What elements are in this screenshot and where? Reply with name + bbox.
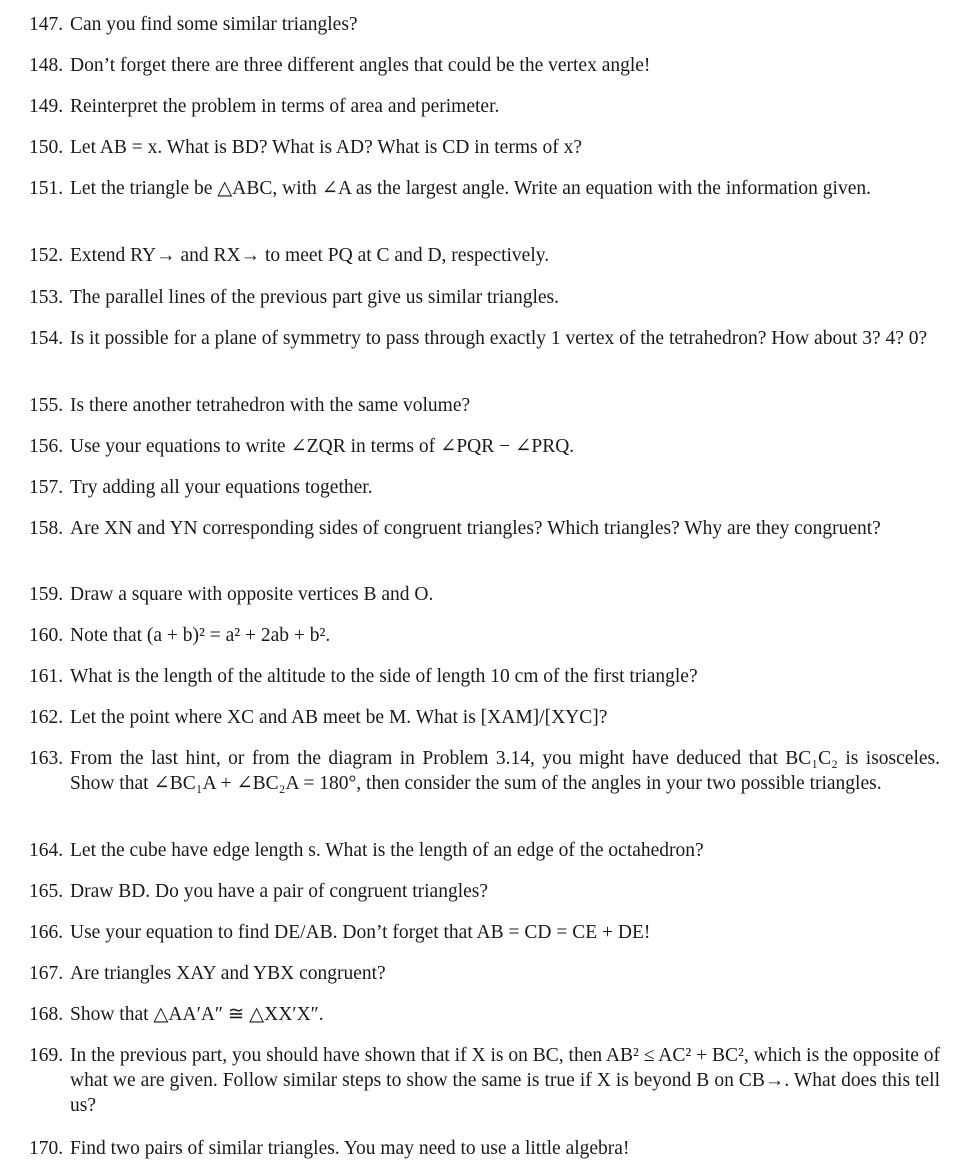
hint-153 (0, 285, 960, 310)
hint-text: Let the point where XC and AB meet be M. What is [XAM]/[XYC]? (70, 707, 608, 728)
hint-text: Show that △AA′A″ ≅ △XX′X″. (70, 1004, 324, 1025)
hint-number: 151. (29, 178, 64, 199)
hint-number: 162. (29, 707, 64, 728)
hint-number: 159. (29, 584, 64, 605)
hint-157 (0, 475, 960, 500)
hint-150 (0, 135, 960, 160)
hint-number: 154. (29, 328, 64, 349)
hint-170 (0, 1136, 960, 1161)
hint-number: 169. (29, 1045, 64, 1066)
hint-169 (0, 1043, 960, 1118)
hint-number: 155. (29, 395, 64, 416)
hint-number: 147. (29, 14, 64, 35)
hint-text: Are XN and YN corresponding sides of congruent triangles? Which triangles? Why are they congruent? (70, 518, 881, 539)
hint-number: 163. (29, 748, 64, 769)
hint-text: Let AB = x. What is BD? What is AD? What is CD in terms of x? (70, 137, 582, 158)
hint-160 (0, 623, 960, 648)
hint-text: Draw BD. Do you have a pair of congruent triangles? (70, 881, 489, 902)
hint-number: 165. (29, 881, 64, 902)
hint-text: From the last hint, or from the diagram in Problem 3.14, you might have deduced that BC₁C₂ is isosceles. Show that ∠BC₁A + ∠BC₂A = 180°, then consider the sum of the angles in your two possible triangles. (70, 748, 940, 794)
hint-text: Don’t forget there are three different angles that could be the vertex angle! (70, 55, 651, 76)
hint-text: What is the length of the altitude to the side of length 10 cm of the first triangle? (70, 666, 698, 687)
hint-number: 170. (29, 1138, 64, 1159)
hint-number: 160. (29, 625, 64, 646)
hint-148 (0, 53, 960, 78)
hint-156 (0, 434, 960, 459)
hint-text: Let the triangle be △ABC, with ∠A as the largest angle. Write an equation with the information given. (70, 178, 871, 199)
hint-155 (0, 393, 960, 418)
hint-text: Let the cube have edge length s. What is the length of an edge of the octahedron? (70, 840, 704, 861)
hint-number: 164. (29, 840, 64, 861)
hint-number: 152. (29, 245, 64, 266)
hint-147 (0, 12, 960, 37)
hint-text: Find two pairs of similar triangles. You may need to use a little algebra! (70, 1138, 630, 1159)
hint-text: Try adding all your equations together. (70, 477, 373, 498)
hint-149 (0, 94, 960, 119)
hint-165 (0, 879, 960, 904)
hint-text: In the previous part, you should have shown that if X is on BC, then AB² ≤ AC² + BC², which is the opposite of what we are given. Follow similar steps to show the same is true if X is beyond B on CB→. What does this tell us? (70, 1045, 940, 1116)
hint-166 (0, 920, 960, 945)
hint-text: Use your equation to find DE/AB. Don’t forget that AB = CD = CE + DE! (70, 922, 651, 943)
hint-159 (0, 582, 960, 607)
hint-number: 156. (29, 436, 64, 457)
hint-text: Reinterpret the problem in terms of area and perimeter. (70, 96, 500, 117)
hint-number: 166. (29, 922, 64, 943)
hint-number: 150. (29, 137, 64, 158)
hint-152 (0, 243, 960, 268)
hint-163 (0, 746, 960, 796)
hint-162 (0, 705, 960, 730)
hint-161 (0, 664, 960, 689)
hint-text: Is there another tetrahedron with the same volume? (70, 395, 471, 416)
hint-text: Are triangles XAY and YBX congruent? (70, 963, 386, 984)
hint-text: Draw a square with opposite vertices B and O. (70, 584, 434, 605)
hint-168 (0, 1002, 960, 1027)
hint-number: 161. (29, 666, 64, 687)
hint-154 (0, 326, 960, 351)
hint-number: 157. (29, 477, 64, 498)
hint-text: Note that (a + b)² = a² + 2ab + b². (70, 625, 331, 646)
hint-text: The parallel lines of the previous part give us similar triangles. (70, 287, 559, 308)
hint-number: 153. (29, 287, 64, 308)
hint-text: Is it possible for a plane of symmetry to pass through exactly 1 vertex of the tetrahedron? How about 3? 4? 0? (70, 328, 928, 349)
hint-number: 149. (29, 96, 64, 117)
hint-text: Can you find some similar triangles? (70, 14, 358, 35)
hint-number: 158. (29, 518, 64, 539)
hint-number: 168. (29, 1004, 64, 1025)
hint-151 (0, 176, 960, 201)
hint-number: 167. (29, 963, 64, 984)
hint-text: Use your equations to write ∠ZQR in terms of ∠PQR − ∠PRQ. (70, 436, 575, 457)
hint-text: Extend RY→ and RX→ to meet PQ at C and D, respectively. (70, 245, 550, 266)
hint-158 (0, 516, 960, 541)
hint-167 (0, 961, 960, 986)
hint-number: 148. (29, 55, 64, 76)
hint-164 (0, 838, 960, 863)
